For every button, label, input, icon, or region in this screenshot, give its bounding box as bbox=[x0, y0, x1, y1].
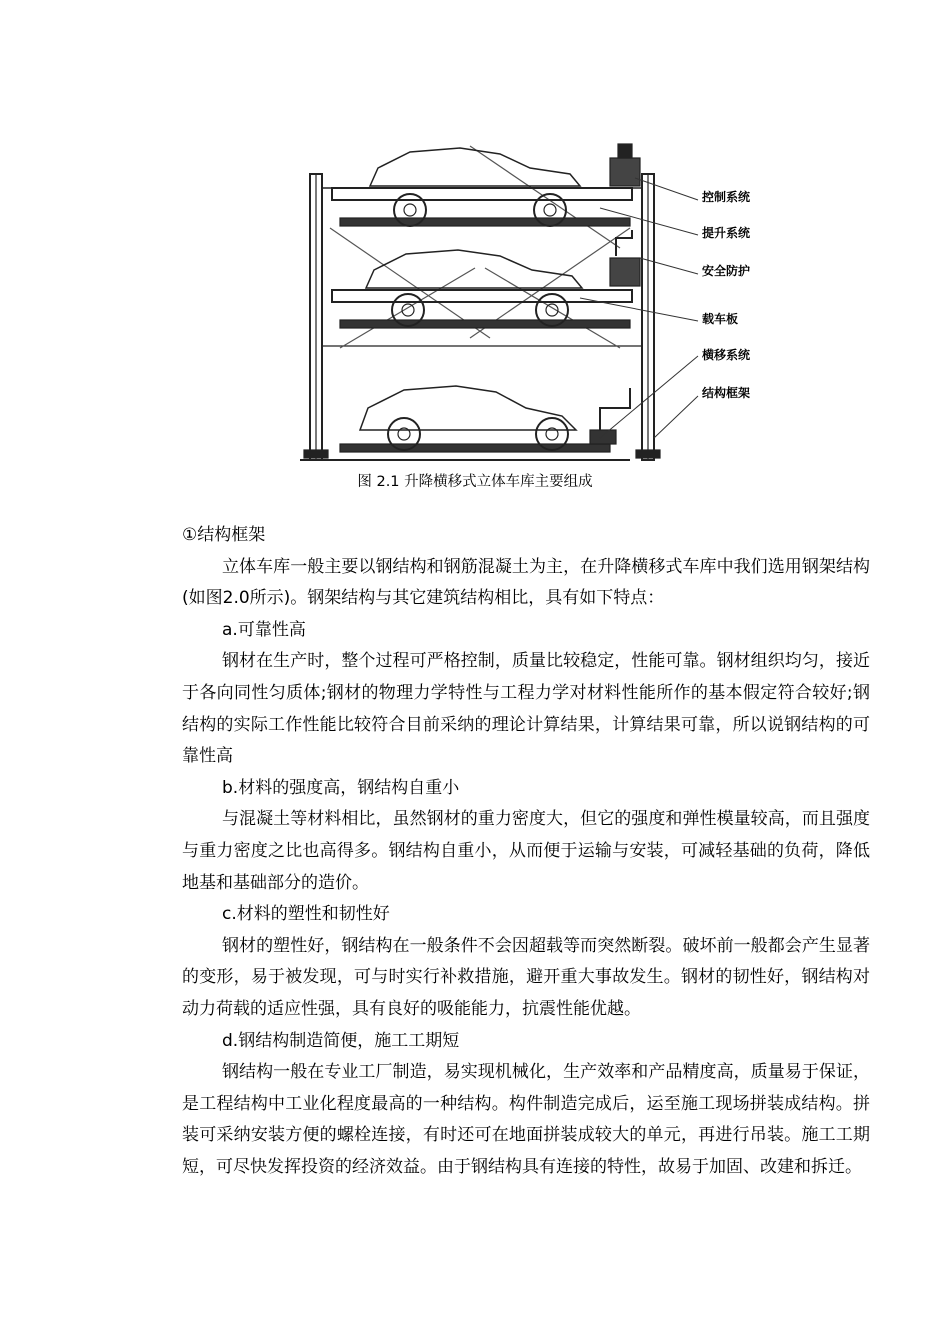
callout-structural-frame: 结构框架 bbox=[702, 386, 751, 400]
figure-caption: 图 2.1 升降横移式立体车库主要组成 bbox=[357, 474, 593, 490]
document-body bbox=[182, 520, 870, 1183]
garage-structure-figure bbox=[300, 138, 770, 468]
callout-control-system: 控制系统 bbox=[702, 190, 751, 204]
item-body: 与混凝土等材料相比，虽然钢材的重力密度大，但它的强度和弹性模量较高，而且强度与重力密度之比也高得多。钢结构自重小，从而便于运输与安装，可减轻基础的负荷，降低地基和基础部分的造价。 bbox=[182, 809, 870, 893]
leader-lines bbox=[580, 178, 698, 438]
item-body: 钢结构一般在专业工厂制造，易实现机械化，生产效率和产品精度高，质量易于保证，是工程结构中工业化程度最高的一种结构。构件制造完成后，运至施工现场拼装成结构。拼装可采纳安装方便的螺栓连接，有时还可在地面拼装成较大的单元，再进行吊装。施工工期短，可尽快发挥投资的经济效益。由于钢结构具有连接的特性，故易于加固、改建和拆迁。 bbox=[182, 1062, 870, 1177]
item-title: a.可靠性高 bbox=[222, 619, 306, 640]
callout-traverse-system: 横移系统 bbox=[702, 348, 751, 362]
top-pallet bbox=[332, 148, 632, 226]
section-intro: 立体车库一般主要以钢结构和钢筋混凝土为主，在升降横移式车库中我们选用钢架结构(如图2.0所示)。钢架结构与其它建筑结构相比，具有如下特点： bbox=[182, 556, 870, 609]
right-column bbox=[636, 174, 660, 460]
section-heading: ①结构框架 bbox=[182, 525, 266, 545]
item-body: 钢材的塑性好，钢结构在一般条件不会因超载等而突然断裂。破坏前一般都会产生显著的变形，易于被发现，可与时实行补救措施，避开重大事故发生。钢材的韧性好，钢结构对动力荷载的适应性强，具有良好的吸能能力，抗震性能优越。 bbox=[182, 935, 870, 1019]
middle-pallet bbox=[332, 250, 632, 328]
bottom-pallet bbox=[340, 386, 610, 452]
left-column bbox=[304, 174, 328, 460]
item-title: c.材料的塑性和韧性好 bbox=[222, 904, 390, 925]
callout-lift-system: 提升系统 bbox=[702, 226, 751, 240]
callout-vehicle-pallet: 载车板 bbox=[702, 312, 739, 326]
item-title: d.钢结构制造简便，施工工期短 bbox=[222, 1030, 460, 1051]
callout-safety-protection: 安全防护 bbox=[702, 264, 751, 278]
item-body: 钢材在生产时，整个过程可严格控制，质量比较稳定，性能可靠。钢材组织均匀，接近于各向同性匀质体;钢材的物理力学特性与工程力学对材料性能所作的基本假定符合较好;钢结构的实际工作性能比较符合目前采纳的理论计算结果，计算结果可靠，所以说钢结构的可靠性高 bbox=[182, 651, 870, 767]
item-title: b.材料的强度高，钢结构自重小 bbox=[222, 777, 460, 798]
garage-diagram bbox=[300, 138, 770, 468]
